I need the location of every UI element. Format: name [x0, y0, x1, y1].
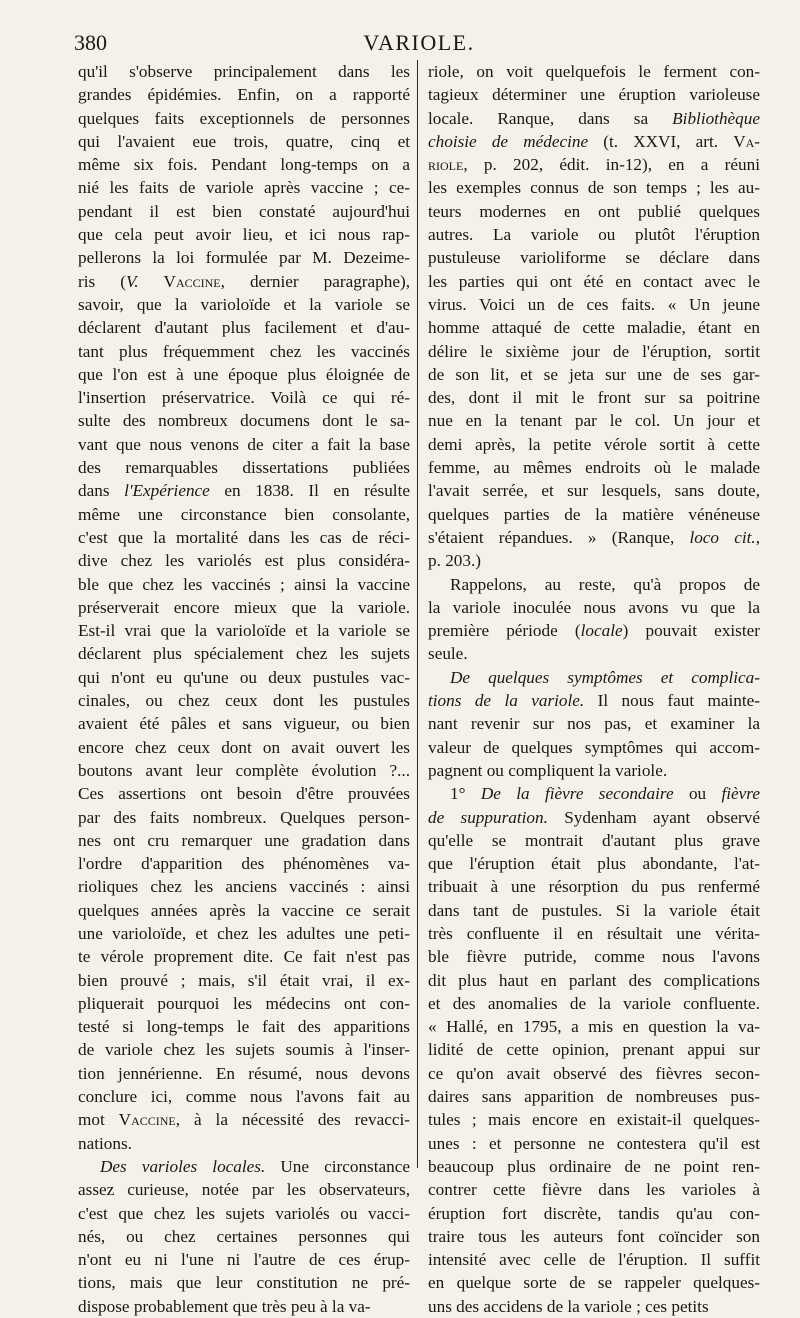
text-line: c'est que la mortalité dans les cas de réci-: [78, 527, 410, 547]
left-column: [78, 60, 410, 1318]
text-line: riole, p. 202, édit. in-12), en a réuni: [428, 155, 760, 175]
text-line: de son lit, et se jeta sur une de ses gar-: [428, 364, 760, 384]
text-line: ris (V. Vaccine, dernier paragraphe),: [78, 271, 410, 291]
text-line: Rappelons, au reste, qu'à propos de: [450, 574, 760, 594]
text-line: tions, mais que leur constitution ne pré-: [78, 1273, 410, 1293]
text-line: sulte des nombreux documens dont le sa-: [78, 411, 410, 431]
text-line: virus. Voici un de ces faits. « Un jeune: [428, 294, 760, 314]
text-line: première période (locale) pouvait exister: [428, 621, 760, 641]
italic-text: tions de la variole.: [428, 691, 585, 711]
text-line: pliquerait pourquoi les médecins ont con-: [78, 993, 410, 1013]
text-line: nié les faits de variole après vaccine ; ce-: [78, 178, 410, 198]
text-line: tion jennérienne. En résumé, nous devons: [78, 1063, 410, 1083]
text-line: des, dont il mit le front sur sa poitrine: [428, 388, 760, 408]
right-column: [428, 60, 760, 1318]
text-line: daires sans apparition de nombreuses pus-: [428, 1087, 760, 1107]
text-line: assez curieuse, notée par les observateurs,: [78, 1180, 410, 1200]
text-line: traire tous les auteurs font coïncider son: [428, 1226, 760, 1246]
text-line: te vérole proprement dite. Ce fait n'est pas: [78, 947, 410, 967]
italic-text: fièvre: [721, 784, 760, 804]
text-line: tules ; mais encore en existait-il quelques-: [428, 1110, 760, 1130]
text-line: une varioloïde, et chez les adultes une peti-: [78, 923, 410, 943]
text-line: dit plus haut en parlant des complications: [428, 970, 760, 990]
text-line: lidité de cette opinion, prenant appui sur: [428, 1040, 760, 1060]
italic-text: De quelques symptômes et complica-: [450, 667, 760, 687]
small-caps-text: Vaccine: [163, 271, 221, 291]
text-line: encore chez ceux dont on avait ouvert les: [78, 737, 410, 757]
page-header: [74, 30, 764, 58]
text-line: conclure ici, comme nous l'avons fait au: [78, 1087, 410, 1107]
small-caps-text: Vaccine: [118, 1110, 176, 1130]
text-line: contrer cette fièvre dans les varioles à: [428, 1180, 760, 1200]
text-line: cinales, ou chez ceux dont les pustules: [78, 691, 410, 711]
text-line: préserverait encore mieux que la variole.: [78, 597, 410, 617]
text-line: de variole chez les sujets soumis à l'inser-: [78, 1040, 410, 1060]
text-line: « Hallé, en 1795, a mis en question la va-: [428, 1017, 760, 1037]
text-line: l'ordre d'apparition des phénomènes va-: [78, 854, 410, 874]
text-line: délire le sixième jour de l'éruption, sortit: [428, 341, 760, 361]
italic-text: choisie de médecine: [428, 131, 589, 151]
italic-text: de suppuration.: [428, 807, 548, 827]
running-title: VARIOLE.: [363, 30, 475, 55]
text-line: 1° De la fièvre secondaire ou fièvre: [450, 784, 760, 804]
text-line: la variole inoculée nous avons vu que la: [428, 597, 760, 617]
text-line: dans tant de pustules. Si la variole était: [428, 900, 760, 920]
text-line: avaient été pâles et sans vigueur, ou bien: [78, 714, 410, 734]
text-line: tribuait à une résorption du pus renfermé: [428, 877, 760, 897]
text-line: dispose probablement que très peu à la va-: [78, 1296, 371, 1316]
text-line: quelques années après la vaccine ce serait: [78, 900, 410, 920]
text-line: pellerons la loi formulée par M. Dezeime-: [78, 248, 410, 268]
text-line: Est-il vrai que la varioloïde et la variole se: [78, 621, 410, 641]
text-line: tagieux déterminer une éruption varioleuse: [428, 85, 760, 105]
text-line: dans l'Expérience en 1838. Il en résulte: [78, 481, 410, 501]
text-line: déclarent plus spécialement chez les sujets: [78, 644, 410, 664]
text-line: grandes épidémies. Enfin, on a rapporté: [78, 85, 410, 105]
text-line: dive chez les variolés est plus considéra-: [78, 551, 410, 571]
text-line: choisie de médecine (t. XXVI, art. Va-: [428, 131, 760, 151]
small-caps-text: Va-: [733, 131, 760, 151]
text-line: femme, au mêmes endroits où le malade: [428, 458, 760, 478]
text-line: ble fièvre putride, comme nous l'avons: [428, 947, 760, 967]
text-line: l'insertion préservatrice. Voilà ce qui ré-: [78, 388, 410, 408]
text-line: testé si long-temps le fait des apparitions: [78, 1017, 410, 1037]
text-line: que cela peut avoir lieu, et ici nous rap-: [78, 225, 410, 245]
text-line: les exemples connus de son temps ; les au-: [428, 178, 760, 198]
italic-text: Bibliothèque: [672, 108, 760, 128]
text-line: uns des accidens de la variole ; ces petits: [428, 1296, 709, 1316]
text-line: et des anomalies de la variole confluente.: [428, 993, 760, 1013]
text-line: pustuleuse varioliforme se déclare dans: [428, 248, 760, 268]
text-line: de suppuration. Sydenham ayant observé: [428, 807, 760, 827]
small-caps-text: riole: [428, 155, 464, 175]
text-line: les parties qui ont été en contact avec le: [428, 271, 760, 291]
text-line: par des faits nombreux. Quelques person-: [78, 807, 410, 827]
text-line: nant revenir sur nos pas, et examiner la: [428, 714, 760, 734]
text-line: que l'on est à une époque plus éloignée de: [78, 364, 410, 384]
italic-text: loco cit.: [689, 527, 756, 547]
text-line: boutons avant leur complète évolution ?...: [78, 760, 410, 780]
text-line: l'avait serrée, et sur lesquels, sans doute,: [428, 481, 760, 501]
text-line: p. 203.): [428, 551, 481, 571]
text-line: ble que chez les vaccinés ; ainsi la vaccine: [78, 574, 410, 594]
text-line: qui n'ont eu qu'une ou deux pustules vac-: [78, 667, 410, 687]
text-line: seule.: [428, 644, 468, 664]
text-line: pagnent ou compliquent la variole.: [428, 760, 668, 780]
text-line: intensité avec celle de l'éruption. Il suffit: [428, 1250, 760, 1270]
text-line: ce qu'on avait observé des fièvres secon-: [428, 1063, 760, 1083]
column-rule: [417, 60, 418, 1168]
text-line: homme attaqué de cette maladie, étant en: [428, 318, 760, 338]
text-line: n'ont eu ni l'une ni l'autre de ces érup-: [78, 1250, 410, 1270]
text-line: demi après, la petite vérole sortit à cette: [428, 434, 760, 454]
text-line: valeur de quelques symptômes qui accom-: [428, 737, 760, 757]
text-line: tions de la variole. Il nous faut mainte-: [428, 691, 760, 711]
text-line: qu'il s'observe principalement dans les: [78, 62, 410, 81]
text-line: que l'éruption était plus abondante, l'at-: [428, 854, 760, 874]
text-line: des remarquables dissertations publiées: [78, 458, 410, 478]
text-line: pendant il est bien constaté aujourd'hui: [78, 201, 410, 221]
page-number: 380: [74, 30, 107, 55]
text-line: déclarent d'autant plus facilement et d'au-: [78, 318, 410, 338]
text-line: locale. Ranque, dans sa Bibliothèque: [428, 108, 760, 128]
text-line: s'étaient répandues. » (Ranque, loco cit.,: [428, 527, 760, 547]
text-line: beaucoup plus ordinaire de ne point ren-: [428, 1156, 760, 1176]
text-line: c'est que chez les sujets variolés ou vacci-: [78, 1203, 410, 1223]
text-line: rioliques chez les anciens vaccinés : ainsi: [78, 877, 410, 897]
text-line: autres. La variole ou plutôt l'éruption: [428, 225, 760, 245]
italic-text: De la fièvre secondaire: [480, 784, 674, 804]
text-line: nes ont cru remarquer une gradation dans: [78, 830, 410, 850]
text-line: bien prouvé ; mais, s'il était vrai, il ex-: [78, 970, 410, 990]
text-line: teurs modernes en ont publié quelques: [428, 201, 760, 221]
text-line: mot Vaccine, à la nécessité des revacci-: [78, 1110, 410, 1130]
italic-text: V.: [125, 271, 139, 291]
text-line: savoir, que la varioloïde et la variole se: [78, 294, 410, 314]
text-line: tant plus fréquemment chez les vaccinés: [78, 341, 410, 361]
text-line: nations.: [78, 1133, 132, 1153]
text-line: en quelque sorte de se rappeler quelques-: [428, 1273, 760, 1293]
text-line: vant que nous venons de citer a fait la base: [78, 434, 410, 454]
text-line: même six fois. Pendant long-temps on a: [78, 155, 410, 175]
text-line: qu'elle se montrait d'autant plus grave: [428, 830, 760, 850]
text-line: très confluente il en résultait une vérita-: [428, 923, 760, 943]
text-line: riole, on voit quelquefois le ferment con-: [428, 62, 760, 81]
text-line: éruption fort discrète, tandis qu'au con-: [428, 1203, 760, 1223]
text-line: nés, ou chez certaines personnes qui: [78, 1226, 410, 1246]
text-line: Ces assertions ont besoin d'être prouvées: [78, 784, 410, 804]
text-line: [428, 666, 760, 689]
italic-text: l'Expérience: [124, 481, 210, 501]
italic-text: Des varioles locales.: [100, 1156, 266, 1176]
text-line: même une circonstance bien consolante,: [78, 504, 410, 524]
italic-text: locale: [580, 621, 623, 641]
text-line: quelques parties de la matière vénéneuse: [428, 504, 760, 524]
text-line: Des varioles locales. Une circonstance: [100, 1156, 410, 1176]
text-line: unes : et personne ne contestera qu'il est: [428, 1133, 760, 1153]
text-line: nue en la tenant par le col. Un jour et: [428, 411, 760, 431]
text-line: quelques faits exceptionnels de personnes: [78, 108, 410, 128]
text-line: qui l'avaient eue trois, quatre, cinq et: [78, 131, 410, 151]
